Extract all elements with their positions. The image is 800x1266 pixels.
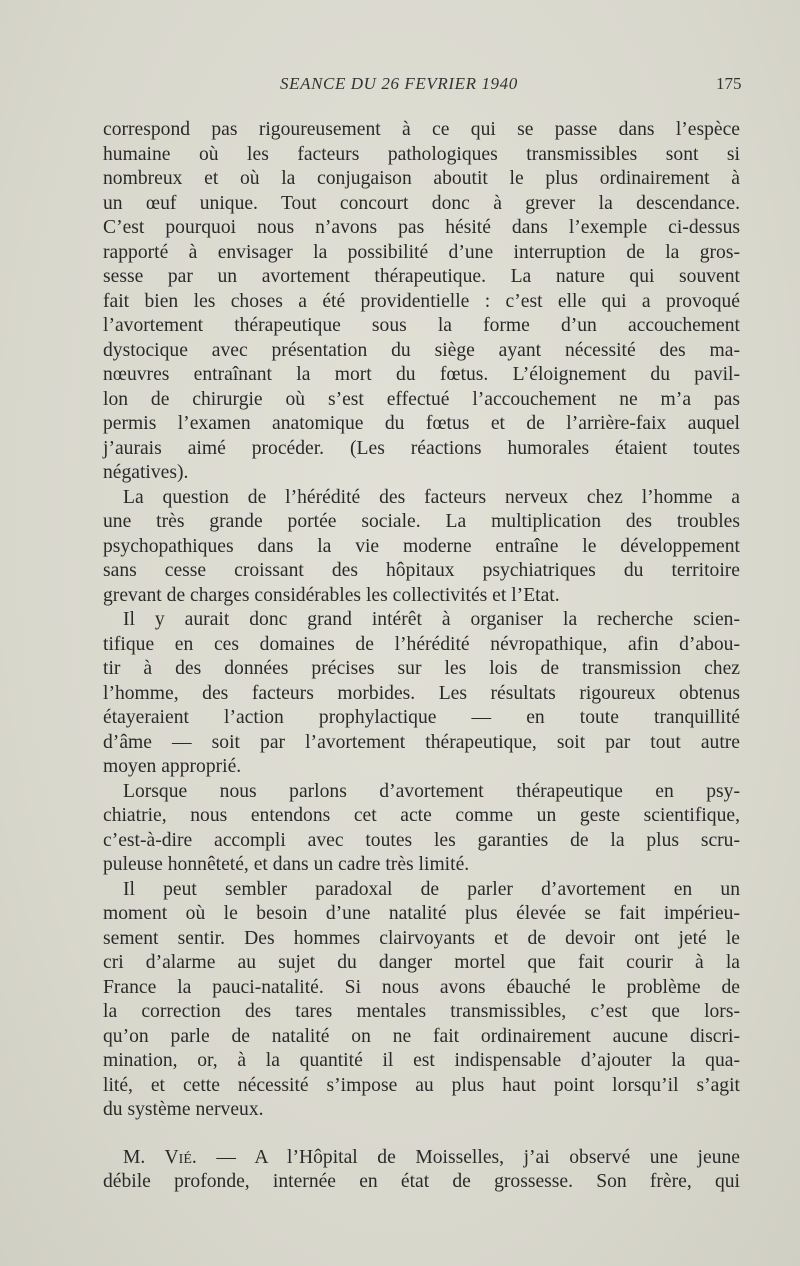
text-line: lon de chirurgie où s’est effectué l’accouchement ne m’a pas [103,388,740,410]
running-head [0,74,800,98]
text-line: du système nerveux. [103,1099,264,1120]
speaker-text: — A l’Hôpital de Moisselles, j’ai observé une jeune [196,1146,740,1168]
text-line: dystocique avec présentation du siège ayant nécessité des ma- [103,339,740,361]
text-line: fait bien les choses a été providentielle : c’est elle qui a provoqué [103,290,740,312]
text-line: nœuvres entraînant la mort du fœtus. L’éloignement du pavil- [103,364,740,385]
speaker-name: M. Vié. [123,1146,197,1168]
text-line: chiatrie, nous entendons cet acte comme un geste scientifique, [103,805,740,826]
text-line: C’est pourquoi nous n’avons pas hésité dans l’exemple ci-dessus [103,217,740,238]
text-line: lité, et cette nécessité s’impose au plus haut point lorsqu’il s’agit [103,1074,740,1096]
text-line: rapporté à envisager la possibilité d’une interruption de la gros- [103,241,740,263]
text-line: sesse par un avortement thérapeutique. La nature qui souvent [103,266,740,287]
text-line: une très grande portée sociale. La multiplication des troubles [103,511,740,532]
text-line: mination, or, à la quantité il est indispensable d’ajouter la qua- [103,1050,740,1071]
text-line: humaine où les facteurs pathologiques transmissibles sont si [103,143,740,165]
text-line: cri d’alarme au sujet du danger mortel que fait courir à la [103,952,740,973]
text-line: étayeraient l’action prophylactique — en toute tranquillité [103,707,740,728]
text-line: grevant de charges considérables les collectivités et l’Etat. [103,584,560,606]
text-line: sement sentir. Des hommes clairvoyants et de devoir ont jeté le [103,927,740,949]
text-line: qu’on parle de natalité on ne fait ordinairement aucune discri- [103,1025,740,1047]
text-line: France la pauci-natalité. Si nous avons ébauché le problème de [103,976,740,998]
text-line: moyen approprié. [103,756,242,777]
text-line: puleuse honnêteté, et dans un cadre très limité. [103,854,470,875]
text-line: Il peut sembler paradoxal de parler d’avortement en un [123,878,740,900]
page-number: 175 [716,74,742,93]
text-line: négatives). [103,462,189,483]
text-line: l’avortement thérapeutique sous la forme d’un accouchement [103,315,740,336]
text-line: Il y aurait donc grand intérêt à organiser la recherche scien- [123,609,740,630]
text-line: sans cesse croissant des hôpitaux psychiatriques du territoire [103,560,740,581]
text-line: d’âme — soit par l’avortement thérapeutique, soit par tout autre [103,731,740,753]
text-line: moment où le besoin d’une natalité plus élevée se fait impérieu- [103,903,740,924]
text-line: l’homme, des facteurs morbides. Les résultats rigoureux obtenus [103,682,740,704]
text-line: permis l’examen anatomique du fœtus et de l’arrière-faix auquel [103,413,740,434]
text-line: tifique en ces domaines de l’hérédité névropathique, afin d’abou- [103,633,740,655]
text-line: La question de l’hérédité des facteurs nerveux chez l’homme a [123,486,740,508]
running-title: SEANCE DU 26 FEVRIER 1940 [280,74,518,93]
text-line: nombreux et où la conjugaison aboutit le plus ordinairement à [103,168,740,189]
body-text [103,118,740,1195]
text-line: la correction des tares mentales transmissibles, c’est que lors- [103,1001,740,1022]
text-line: correspond pas rigoureusement à ce qui se passe dans l’espèce [103,119,740,140]
speaker-line [103,1146,740,1171]
text-line: Lorsque nous parlons d’avortement thérapeutique en psy- [123,780,740,802]
text-line: tir à des données précises sur les lois de transmission chez [103,658,740,679]
section-gap [103,1123,740,1146]
text-line: un œuf unique. Tout concourt donc à grever la descendance. [103,192,740,214]
text-line: j’aurais aimé procéder. (Les réactions humorales étaient toutes [103,437,740,459]
text-line: psychopathiques dans la vie moderne entraîne le développement [103,535,740,557]
text-line: c’est-à-dire accompli avec toutes les garanties de la plus scru- [103,829,740,851]
text-line: débile profonde, internée en état de grossesse. Son frère, qui [103,1171,740,1192]
